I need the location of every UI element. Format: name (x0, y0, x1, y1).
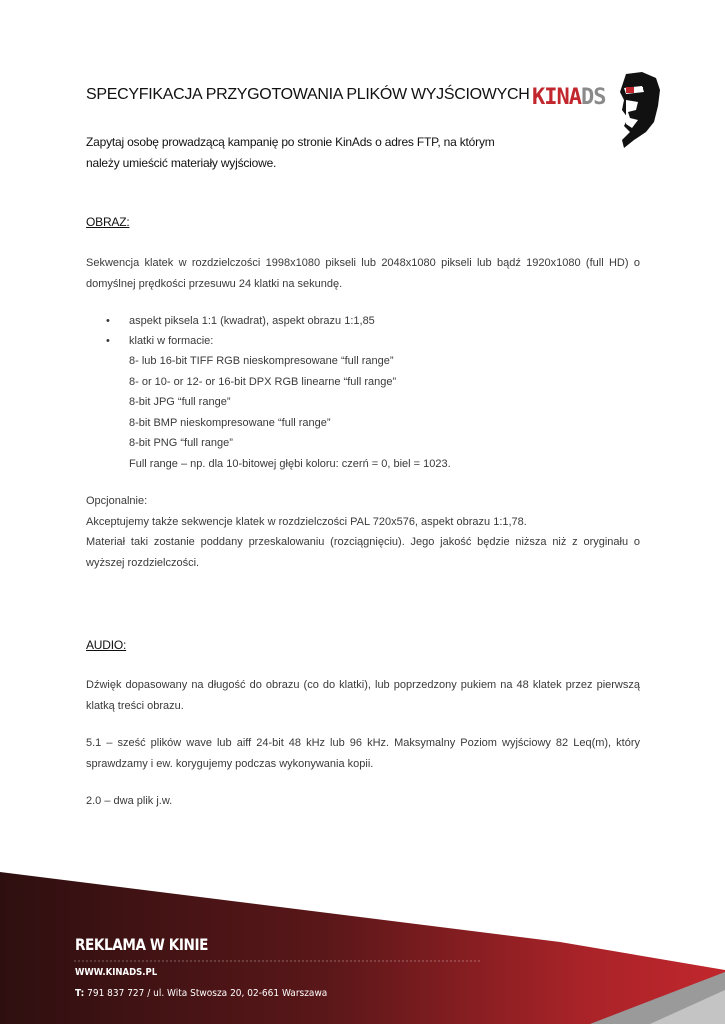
intro-line-1: Zapytaj osobę prowadzącą kampanię po stronie KinAds o adres FTP, na którym (86, 135, 495, 149)
audio-paragraph-1: Dźwięk dopasowany na długość do obrazu (co do klatki), lub poprzedzony pukiem na 48 klatek przez pierwszą klatką treści obrazu. (86, 679, 640, 712)
format-item: Full range – np. dla 10-bitowej głębi koloru: czerń = 0, biel = 1023. (129, 457, 451, 470)
bullet-icon: • (106, 335, 110, 347)
optional-line-1: Akceptujemy także sekwencje klatek w rozdzielczości PAL 720x576, aspekt obrazu 1:1,78. (86, 516, 527, 528)
audio-paragraph-3: 2.0 – dwa plik j.w. (86, 795, 173, 807)
phone-label: T: (75, 988, 85, 999)
intro-text (86, 132, 495, 173)
list-item (106, 331, 213, 351)
footer-tagline: REKLAMA W KINIE (75, 935, 208, 954)
format-item: 8-bit PNG “full range” (129, 437, 233, 449)
intro-line-2: należy umieścić materiały wyjściowe. (86, 155, 277, 170)
format-item: 8- lub 16-bit TIFF RGB nieskompresowane “full range” (129, 355, 394, 367)
optional-line-2: Materiał taki zostanie poddany przeskalowaniu (rozciągnięciu). Jego jakość będzie niższa niż z oryginału o wyższej rozdzielczości. (86, 536, 640, 569)
format-item: 8- or 10- or 12- or 16-bit DPX RGB linearne “full range” (129, 375, 397, 388)
bullet-text: klatki w formacie: (129, 335, 214, 347)
logo-text-grey: DS (580, 85, 606, 110)
audio-heading: AUDIO: (86, 638, 127, 652)
footer-contact (75, 988, 327, 999)
footer-website: WWW.KINADS.PL (75, 967, 158, 978)
kinads-logo (532, 84, 605, 112)
audio-paragraph-2: 5.1 – sześć plików wave lub aiff 24-bit 48 kHz lub 96 kHz. Maksymalny Poziom wyjściowy 82 Leq(m), który sprawdzamy i ew. korygujemy podczas wykonywania kopii. (86, 737, 640, 770)
logo-text-red: KINA (532, 85, 581, 110)
contact-text: 791 837 727 / ul. Wita Stwosza 20, 02-661 Warszawa (87, 988, 328, 999)
format-item: 8-bit BMP nieskompresowane “full range” (129, 416, 331, 429)
page-title: SPECYFIKACJA PRZYGOTOWANIA PLIKÓW WYJŚCIOWYCH (86, 86, 530, 103)
format-item: 8-bit JPG “full range” (129, 396, 231, 408)
obraz-paragraph: Sekwencja klatek w rozdzielczości 1998x1080 pikseli lub 2048x1080 pikseli lub bądź 1920x1080 (full HD) o domyślnej prędkości przesuwu 24 klatki na sekundę. (86, 257, 640, 290)
bullet-text: aspekt piksela 1:1 (kwadrat), aspekt obrazu 1:1,85 (129, 315, 375, 327)
optional-label: Opcjonalnie: (86, 495, 148, 507)
format-list (129, 351, 451, 474)
bullet-icon: • (106, 315, 110, 327)
obraz-heading: OBRAZ: (86, 215, 130, 229)
director-face-icon (612, 70, 664, 150)
list-item (106, 311, 375, 331)
